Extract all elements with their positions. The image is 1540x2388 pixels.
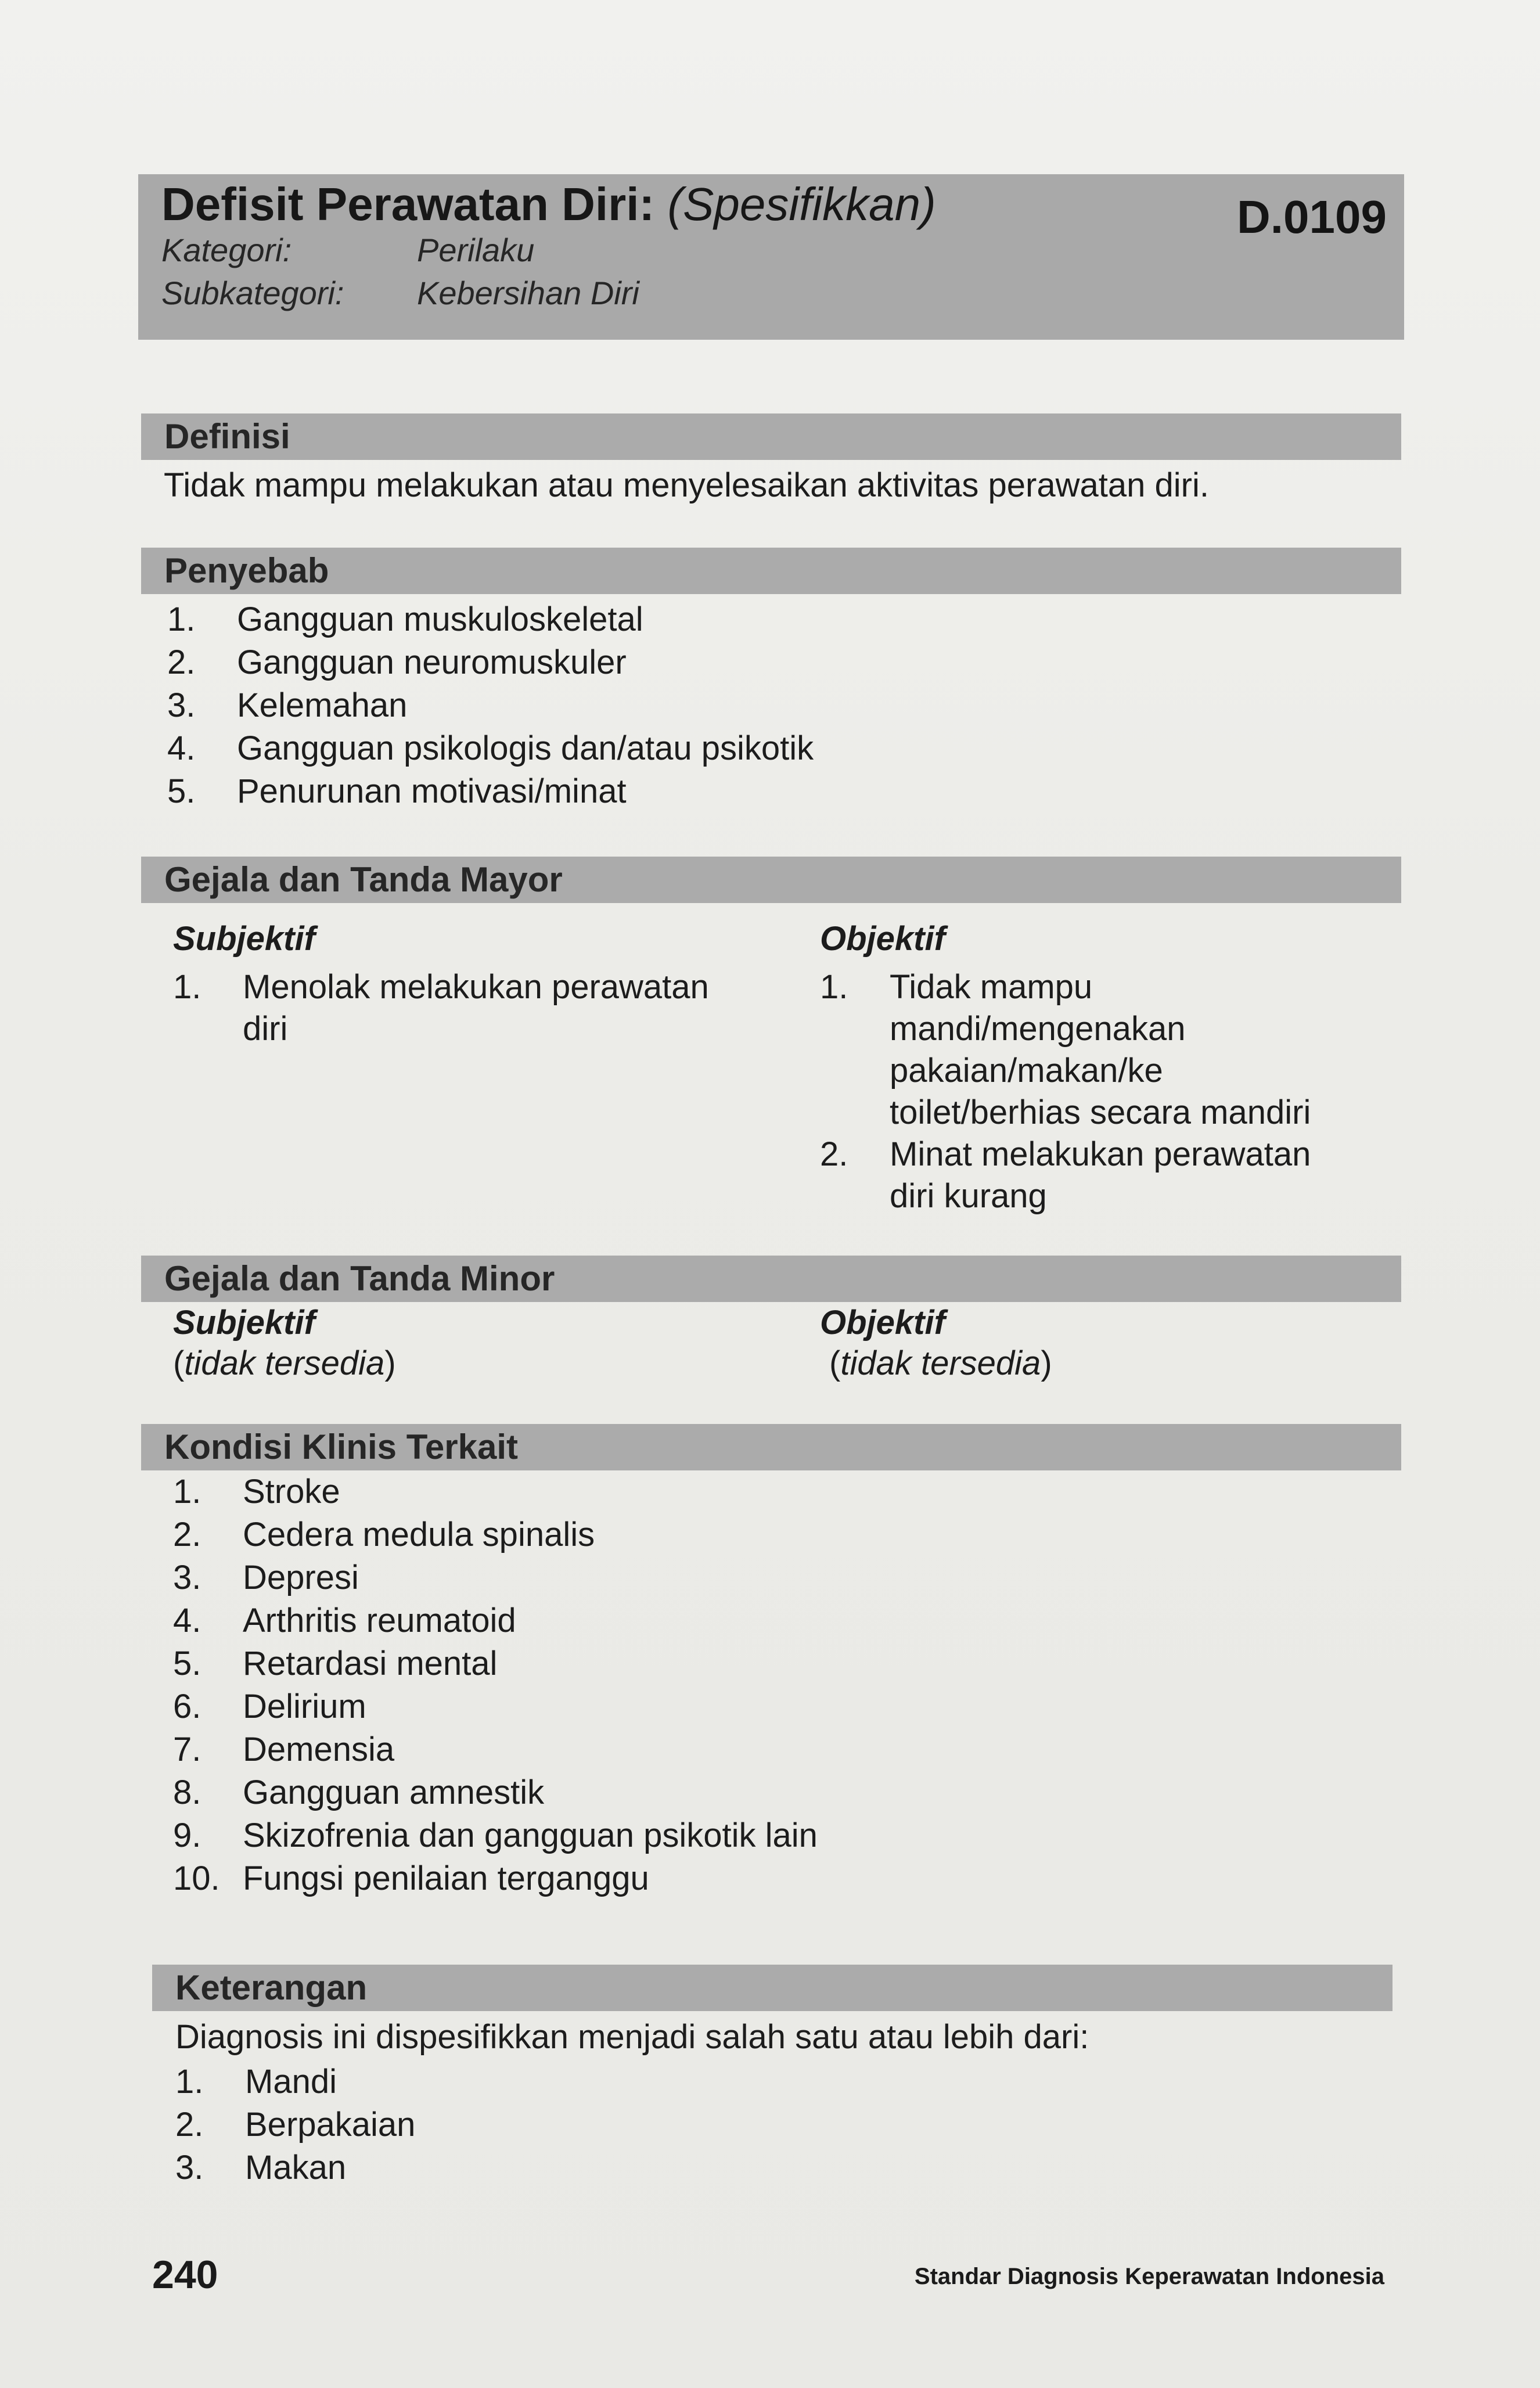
diagnosis-title-main: Defisit Perawatan Diri: <box>161 178 655 230</box>
category-label: Kategori: <box>161 232 292 268</box>
list-item: 10. Fungsi penilaian terganggu <box>173 1860 649 1897</box>
diagnosis-header <box>138 174 1404 340</box>
minor-subjektif-value: (tidak tersedia) <box>173 1344 396 1382</box>
list-item: 5. Penurunan motivasi/minat <box>167 772 627 810</box>
minor-subjektif-label: Subjektif <box>173 1304 315 1342</box>
section-heading-mayor: Gejala dan Tanda Mayor <box>141 857 1401 903</box>
definisi-text: Tidak mampu melakukan atau menyelesaikan aktivitas perawatan diri. <box>164 466 1209 504</box>
section-heading-minor: Gejala dan Tanda Minor <box>141 1256 1401 1302</box>
list-item: 7. Demensia <box>173 1731 395 1768</box>
kondisi-list <box>173 1470 818 1900</box>
list-item: 9. Skizofrenia dan gangguan psikotik lain <box>173 1817 818 1854</box>
diagnosis-code: D.0109 <box>1237 191 1387 243</box>
list-item: 3. Kelemahan <box>167 686 408 724</box>
list-item: 1. Stroke <box>173 1473 340 1511</box>
list-item: 8. Gangguan amnestik <box>173 1774 545 1811</box>
list-item: 2. Berpakaian <box>175 2106 416 2144</box>
list-item: 1. Mandi <box>175 2063 337 2101</box>
page-number: 240 <box>152 2253 218 2297</box>
minor-objektif-value: (tidak tersedia) <box>829 1344 1052 1382</box>
list-item: 3. Depresi <box>173 1559 359 1596</box>
section-heading-penyebab: Penyebab <box>141 548 1401 594</box>
list-item: 3. Makan <box>175 2149 347 2186</box>
category-row <box>161 229 1381 272</box>
book-title: Standar Diagnosis Keperawatan Indonesia <box>914 2264 1384 2289</box>
section-heading-kondisi: Kondisi Klinis Terkait <box>141 1424 1401 1470</box>
mayor-subjektif-label: Subjektif <box>173 920 315 958</box>
penyebab-list <box>167 598 814 813</box>
list-item: 4. Gangguan psikologis dan/atau psikotik <box>167 729 814 767</box>
keterangan-text: Diagnosis ini dispesifikkan menjadi salah satu atau lebih dari: <box>175 2018 1089 2056</box>
section-heading-keterangan: Keterangan <box>152 1965 1393 2011</box>
minor-objektif-label: Objektif <box>820 1304 945 1342</box>
diagnosis-title-spec: (Spesifikkan) <box>667 178 936 230</box>
list-item: 4. Arthritis reumatoid <box>173 1602 516 1639</box>
section-heading-definisi: Definisi <box>141 413 1401 460</box>
subcategory-value: Kebersihan Diri <box>417 275 639 311</box>
list-item: 2. Cedera medula spinalis <box>173 1516 595 1553</box>
keterangan-list <box>175 2060 415 2189</box>
category-value: Perilaku <box>417 232 535 268</box>
page: Defisit Perawatan Diri: (Spesifikkan) D.0109 Kategori: Perilaku Subkategori: Kebersihan Diri Definisi Tidak mampu melakukan atau menyelesaikan aktivitas perawatan diri. Penyebab 1. Gangguan muskuloskeletal 2. Gangguan neuromuskuler 3. Kelemahan 4. Gangguan psikologis dan/atau psikotik 5. Penurunan motivasi/minat Gejala dan Tanda Mayor Subjektif Objektif 1. Menolak melakukan perawatan diri 1. Tidak mampu mandi/mengenakan pakaian/makan/ke toilet/berhias secara mandiri 2. Minat melakukan perawatan diri kurang Gejala dan Tanda Minor Subjektif Objektif (tidak tersedia) (tidak tersedia) Kondisi Klinis Terkait 1. Stroke 2. Cedera medula spinalis 3. Depresi 4. Arthritis reumatoid 5. Retardasi mental 6. Delirium 7. Demensia 8. Gangguan amnestik 9. Skizofrenia dan gangguan psikotik lain 10. Fungsi penilaian terganggu Keterangan Diagnosis ini dispesifikkan menjadi salah satu atau lebih dari: 1. Mandi 2. Berpakaian 3. Makan 240 Standar Diagnosis Keperawatan Indonesia <box>0 0 1540 2388</box>
subcategory-row <box>161 272 1381 315</box>
list-item: 2. Gangguan neuromuskuler <box>167 643 627 681</box>
list-item: 5. Retardasi mental <box>173 1645 498 1682</box>
list-item: 1. Gangguan muskuloskeletal <box>167 600 643 638</box>
list-item: 6. Delirium <box>173 1688 366 1725</box>
mayor-objektif-label: Objektif <box>820 920 945 958</box>
diagnosis-title <box>161 180 1381 229</box>
subcategory-label: Subkategori: <box>161 275 344 311</box>
